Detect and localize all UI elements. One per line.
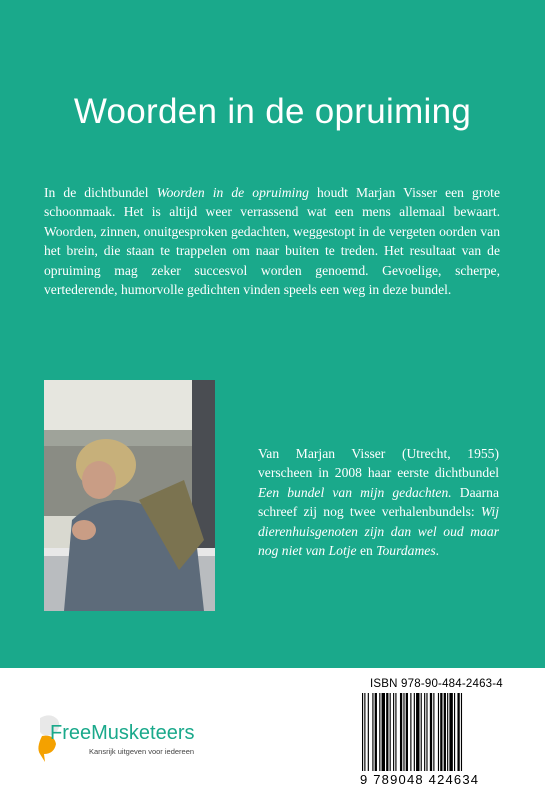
barcode-bar bbox=[375, 693, 377, 771]
bio-text-4: . bbox=[435, 543, 440, 559]
blurb-text-1: In de dichtbundel bbox=[44, 185, 157, 200]
bio-text-3: en bbox=[356, 543, 377, 559]
bio-text-2: Daarna schreef zij nog twee verhalenbundels: bbox=[258, 484, 500, 520]
bio-title-3: Tourdames bbox=[376, 543, 436, 559]
logo-musketeers: Musketeers bbox=[91, 722, 195, 744]
author-photo bbox=[44, 380, 215, 611]
barcode-bar bbox=[400, 693, 402, 771]
publisher-logo bbox=[36, 710, 226, 770]
barcode-bar bbox=[457, 693, 459, 771]
publisher-name bbox=[50, 722, 195, 745]
barcode-bar bbox=[364, 693, 365, 771]
barcode-bar bbox=[430, 693, 432, 771]
book-blurb bbox=[44, 183, 500, 299]
barcode-bar bbox=[372, 693, 373, 771]
barcode-bar bbox=[393, 693, 394, 771]
barcode-digits: 9 789048 424634 bbox=[360, 772, 480, 787]
barcode-bar bbox=[447, 693, 448, 771]
barcode-bar bbox=[454, 693, 455, 771]
barcode-bar bbox=[461, 693, 462, 771]
barcode-bar bbox=[449, 693, 452, 771]
barcode-bar bbox=[386, 693, 388, 771]
blurb-text-2: houdt Marjan Visser een grote schoonmaak. Het is altijd weer verrassend wat een mens allemaal bewaart. Woorden, zinnen, onuitgesproken gedachten, weggestopt in de vergeten oorden van het brein, die staan te trappelen om naar buiten te treden. Het resultaat van de opruiming mag zeker succesvol worden genoemd. Gevoelige, scherpe, vertederende, humorvolle gedichten vinden speels een weg in deze bundel. bbox=[44, 185, 500, 298]
barcode-bar bbox=[426, 693, 427, 771]
publisher-tagline: Kansrijk uitgeven voor iedereen bbox=[89, 747, 195, 756]
barcode-bar bbox=[379, 693, 380, 771]
isbn-label: ISBN 978-90-484-2463-4 bbox=[370, 678, 503, 690]
bio-title-1: Een bundel van mijn gedachten. bbox=[258, 484, 452, 500]
author-bio bbox=[258, 444, 499, 560]
barcode-bar bbox=[410, 693, 411, 771]
barcode-bar bbox=[390, 693, 391, 771]
barcode-bar bbox=[438, 693, 439, 771]
blurb-title: Woorden in de opruiming bbox=[156, 185, 309, 200]
barcode-bar bbox=[440, 693, 442, 771]
barcode bbox=[360, 693, 510, 771]
barcode-bar bbox=[406, 693, 408, 771]
barcode-bar bbox=[444, 693, 446, 771]
barcode-bar bbox=[424, 693, 425, 771]
barcode-bar bbox=[433, 693, 434, 771]
barcode-bar bbox=[382, 693, 385, 771]
barcode-bar bbox=[421, 693, 422, 771]
barcode-bar bbox=[362, 693, 363, 771]
barcode-bar bbox=[403, 693, 404, 771]
logo-free: Free bbox=[50, 722, 92, 744]
bio-text-1: Van Marjan Visser (Utrecht, 1955) verscheen in 2008 haar eerste dichtbundel bbox=[258, 446, 499, 481]
bio-title-2: Wij dierenhuisgenoten zijn dan wel oud maar nog niet van Lotje bbox=[258, 504, 499, 559]
barcode-bar bbox=[368, 693, 369, 771]
barcode-bar bbox=[416, 693, 419, 771]
book-title: Woorden in de opruiming bbox=[73, 92, 472, 131]
barcode-bar bbox=[395, 693, 396, 771]
barcode-bar bbox=[414, 693, 415, 771]
